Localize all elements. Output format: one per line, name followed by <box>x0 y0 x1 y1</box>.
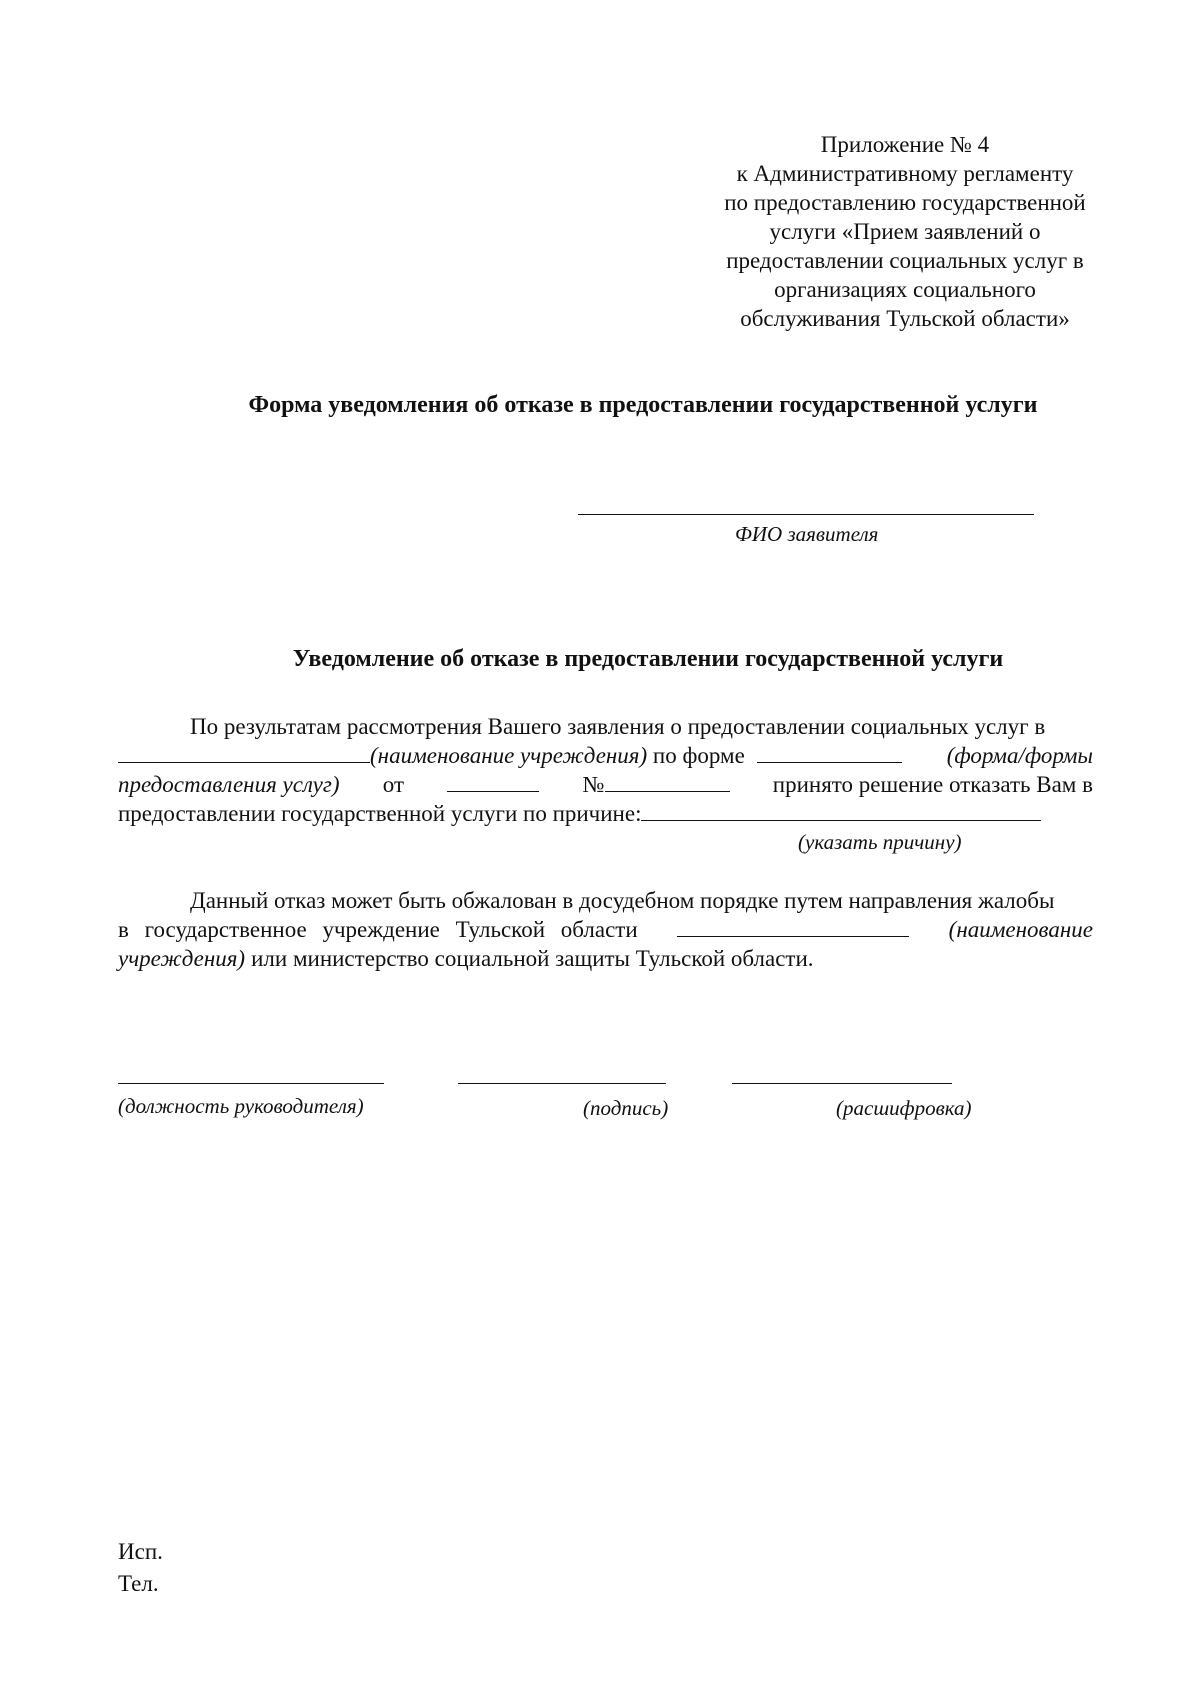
signature-line <box>458 1083 666 1084</box>
notice-title: Уведомление об отказе в предоставлении государственной услуги <box>292 646 1004 672</box>
decoding-line <box>732 1083 952 1084</box>
provision-hint: предоставления услуг) <box>118 772 340 797</box>
institution-hint: (наименование учреждения) <box>370 743 648 768</box>
form-hint: (форма/формы <box>946 743 1093 768</box>
date-blank <box>447 771 539 792</box>
decision-text: принято решение отказать Вам в <box>772 772 1093 797</box>
paragraph-line <box>118 886 1093 915</box>
reason-label: предоставлении государственной услуги по причине: <box>118 801 642 826</box>
appendix-line: услуги «Прием заявлений о <box>769 219 1041 244</box>
reason-blank <box>641 800 1041 821</box>
position-caption: (должность руководителя) <box>118 1094 364 1118</box>
paragraph-line <box>118 944 1093 973</box>
form-blank <box>757 742 902 763</box>
paragraph-text: Данный отказ может быть обжалован в досудебном порядке путем направления жалобы <box>190 888 1055 913</box>
paragraph-line <box>118 741 1093 770</box>
signature-caption: (подпись) <box>583 1096 669 1120</box>
applicant-name-line <box>578 514 1034 515</box>
phone-label: Тел. <box>118 1571 159 1596</box>
appeal-institution-hint: учреждения) <box>118 946 246 971</box>
paragraph-appeal <box>118 886 1093 973</box>
paragraph-line <box>118 915 1093 944</box>
appendix-line: организациях социального <box>774 277 1036 302</box>
institution-blank <box>118 742 370 763</box>
paragraph-line <box>118 799 1093 828</box>
ministry-text: или министерство социальной защиты Тульской области. <box>251 946 814 971</box>
by-form-label: по форме <box>652 743 745 768</box>
appeal-name-hint: (наименование <box>948 917 1093 942</box>
appendix-line: предоставлении социальных услуг в <box>726 248 1084 273</box>
appendix-line: обслуживания Тульской области» <box>740 306 1070 331</box>
paragraph-fragment <box>118 741 902 770</box>
number-fragment <box>583 770 730 799</box>
paragraph-line <box>118 828 1093 857</box>
appendix-line: Приложение № 4 <box>820 132 990 157</box>
appeal-institution-blank <box>677 916 909 937</box>
paragraph-decision <box>118 712 1093 857</box>
from-label: от <box>382 772 405 797</box>
appeal-institution-text: в государственное учреждение Тульской области <box>118 917 638 942</box>
paragraph-line <box>118 712 1093 741</box>
decoding-caption: (расшифровка) <box>836 1096 972 1120</box>
paragraph-text: По результатам рассмотрения Вашего заявления о предоставлении социальных услуг в <box>190 714 1046 739</box>
appendix-line: по предоставлению государственной <box>724 190 1086 215</box>
number-blank <box>605 771 730 792</box>
position-line <box>118 1083 384 1084</box>
executor-label: Исп. <box>118 1539 163 1564</box>
appendix-header <box>690 130 1120 333</box>
number-label: № <box>582 772 605 797</box>
applicant-caption: ФИО заявителя <box>735 522 879 546</box>
form-title: Форма уведомления об отказе в предоставлении государственной услуги <box>248 392 1038 418</box>
appendix-line: к Административному регламенту <box>736 161 1074 186</box>
reason-caption: (указать причину) <box>798 830 962 854</box>
paragraph-line <box>118 770 1093 799</box>
